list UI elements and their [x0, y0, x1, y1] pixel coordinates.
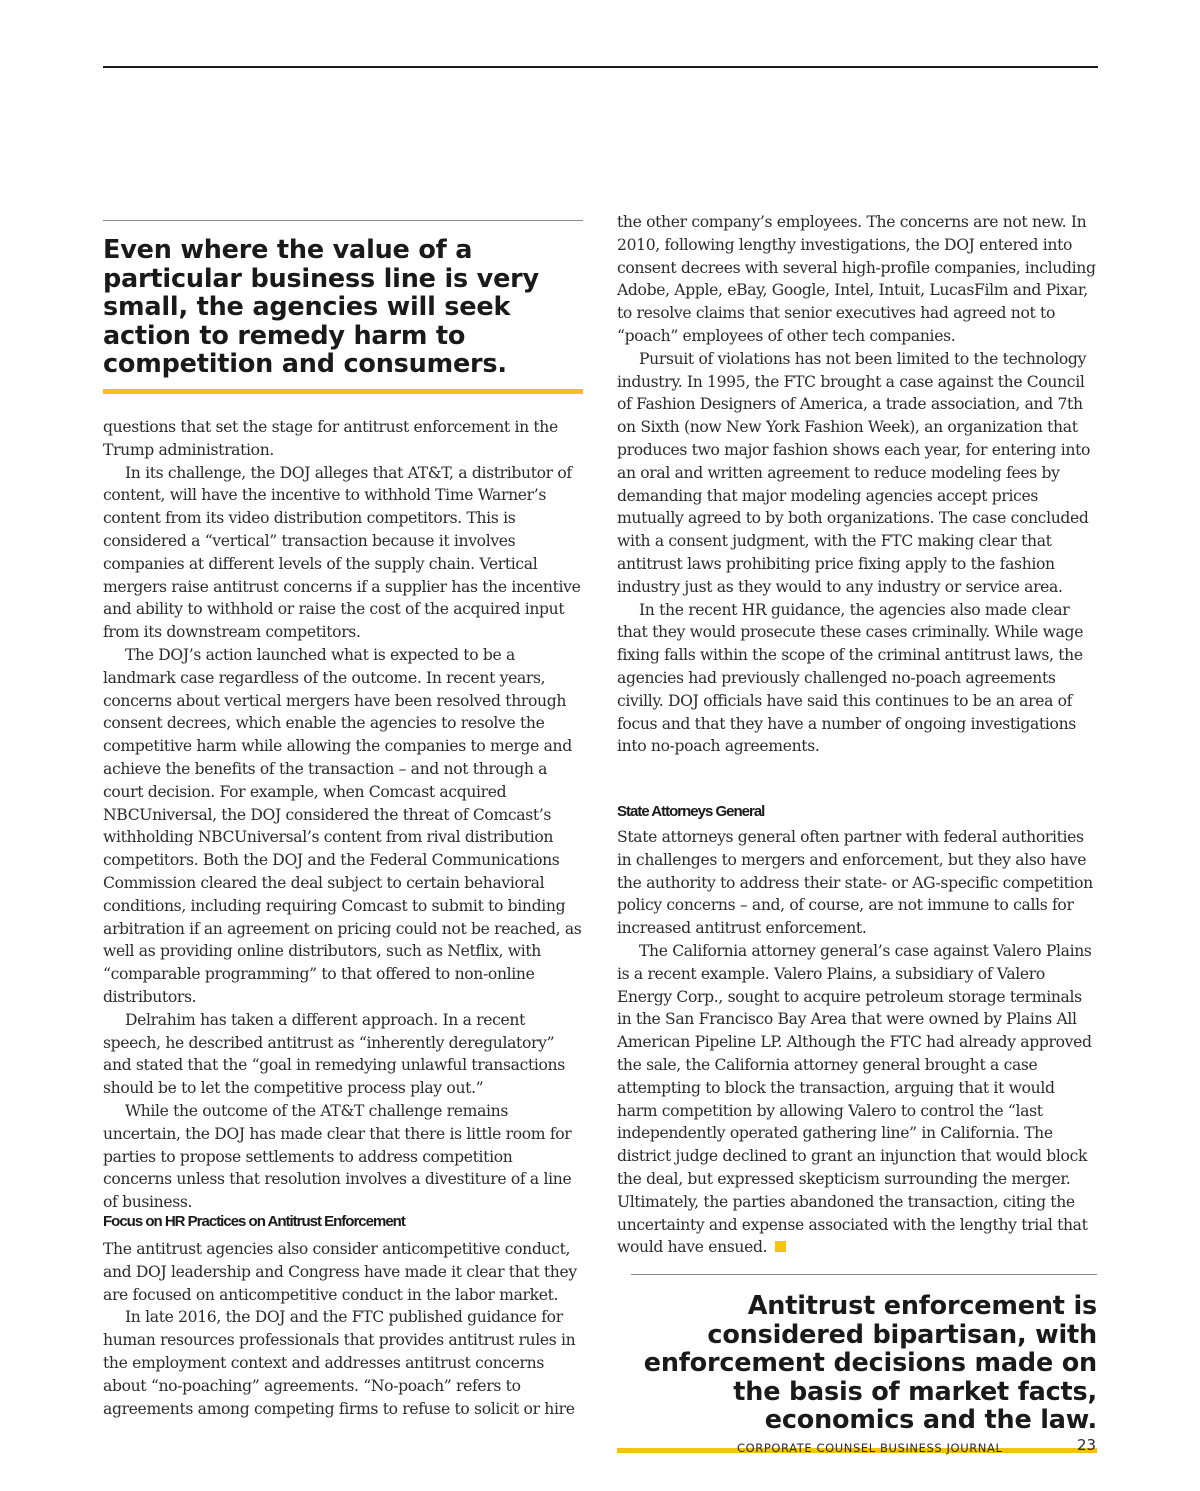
left-column-upper	[103, 416, 583, 1214]
pull-quote-accent-rule	[103, 389, 583, 394]
section-heading-state-ag: State Attorneys General	[617, 803, 765, 820]
paragraph: In its challenge, the DOJ alleges that AT&T, a distributor of content, will have the incentive to withhold Time Warner’s content from its video distribution competitors. This is considered a “vertical” transaction because it involves companies at different levels of the supply chain. Vertical mergers raise antitrust concerns if a supplier has the incentive and ability to withhold or raise the cost of the acquired input from its downstream competitors.	[103, 463, 581, 642]
right-column-lower	[617, 826, 1097, 1259]
paragraph: Delrahim has taken a different approach. In a recent speech, he described antitrust as “inherently deregulatory” and stated that the “goal in remedying unlawful transactions should be to let the competitive process play out.”	[103, 1010, 565, 1098]
paragraph: the other company’s employees. The concerns are not new. In 2010, following lengthy investigations, the DOJ entered into consent decrees with several high-profile companies, including Adobe, Apple, eBay, Google, Intel, Intuit, LucasFilm and Pixar, to resolve claims that senior executives had agreed not to “poach” employees of other tech companies.	[617, 213, 1096, 345]
pull-quote-text: Even where the value of a particular business line is very small, the agencies will seek action to remedy harm to competition and consumers.	[103, 235, 539, 379]
section-heading-hr-practices: Focus on HR Practices on Antitrust Enforcement	[103, 1213, 405, 1230]
paragraph-text: The California attorney general’s case against Valero Plains is a recent example. Valero Plains, a subsidiary of Valero Energy Corp., sought to acquire petroleum storage terminals in the San Francisco Bay Area that were owned by Plains All American Pipeline LP. Although the FTC had already approved the sale, the California attorney general brought a case attempting to block the transaction, arguing that it would harm competition by allowing Valero to control the “last independently operated gathering line” in California. The district judge declined to grant an injunction that would block the deal, but expressed skepticism surrounding the merger. Ultimately, the parties abandoned the transaction, citing the uncertainty and expense associated with the lengthy trial that would have ensued.	[617, 941, 1092, 1257]
top-rule	[103, 66, 1098, 68]
paragraph: In the recent HR guidance, the agencies also made clear that they would prosecute these cases criminally. While wage fixing falls within the scope of the criminal antitrust laws, the agencies had previously challenged no-poach agreements civilly. DOJ officials have said this continues to be an area of focus and that they have a number of ongoing investigations into no-poach agreements.	[617, 600, 1084, 756]
pull-quote-left	[103, 220, 583, 394]
pull-quote-text: Antitrust enforcement is considered bipartisan, with enforcement decisions made on the basis of market facts, economics and the law.	[643, 1291, 1097, 1435]
end-of-article-mark	[775, 1241, 786, 1252]
right-column-upper	[617, 211, 1097, 758]
paragraph: State attorneys general often partner with federal authorities in challenges to mergers and enforcement, but they also have the authority to address their state- or AG-specific competition policy concerns – and, of course, are not immune to calls for increased antitrust enforcement.	[617, 828, 1093, 938]
pull-quote-top-rule	[631, 1274, 1097, 1275]
paragraph: questions that set the stage for antitrust enforcement in the Trump administration.	[103, 418, 558, 459]
pull-quote-top-rule	[103, 220, 583, 221]
paragraph: Pursuit of violations has not been limited to the technology industry. In 1995, the FTC brought a case against the Council of Fashion Designers of America, a trade association, and 7th on Sixth (now New York Fashion Week), an organization that produces two major fashion shows each year, for entering into an oral and written agreement to reduce modeling fees by demanding that major modeling agencies accept prices mutually agreed to by both organizations. The case concluded with a consent judgment, with the FTC making clear that antitrust laws prohibiting price fixing apply to the fashion industry just as they would to any industry or service area.	[617, 349, 1091, 596]
paragraph: While the outcome of the AT&T challenge remains uncertain, the DOJ has made clear that there is little room for parties to propose settlements to address competition concerns unless that resolution involves a divestiture of a line of business.	[103, 1101, 572, 1212]
paragraph: The DOJ’s action launched what is expected to be a landmark case regardless of the outcome. In recent years, concerns about vertical mergers have been resolved through consent decrees, which enable the agencies to resolve the competitive harm while allowing the companies to merge and achieve the benefits of the transaction – and not through a court decision. For example, when Comcast acquired NBCUniversal, the DOJ considered the threat of Comcast’s withholding NBCUniversal’s content from rival distribution competitors. Both the DOJ and the Federal Communications Commission cleared the deal subject to certain behavioral conditions, including requiring Comcast to submit to binding arbitration if an agreement on pricing could not be reached, as well as providing online distributors, such as Netflix, with “comparable programming” to that offered to non-online distributors.	[103, 645, 582, 1006]
footer-journal-name: CORPORATE COUNSEL BUSINESS JOURNAL	[737, 1441, 1003, 1455]
page-number: 23	[1077, 1436, 1097, 1454]
paragraph-final	[617, 940, 1097, 1259]
left-column-lower	[103, 1238, 583, 1420]
paragraph: The antitrust agencies also consider anticompetitive conduct, and DOJ leadership and Congress have made it clear that they are focused on anticompetitive conduct in the labor market.	[103, 1240, 577, 1304]
pull-quote-right	[617, 1274, 1097, 1453]
paragraph: In late 2016, the DOJ and the FTC published guidance for human resources professionals that provides antitrust rules in the employment context and addresses antitrust concerns about “no-poaching” agreements. “No-poach” refers to agreements among competing firms to refuse to solicit or hire	[103, 1308, 576, 1418]
